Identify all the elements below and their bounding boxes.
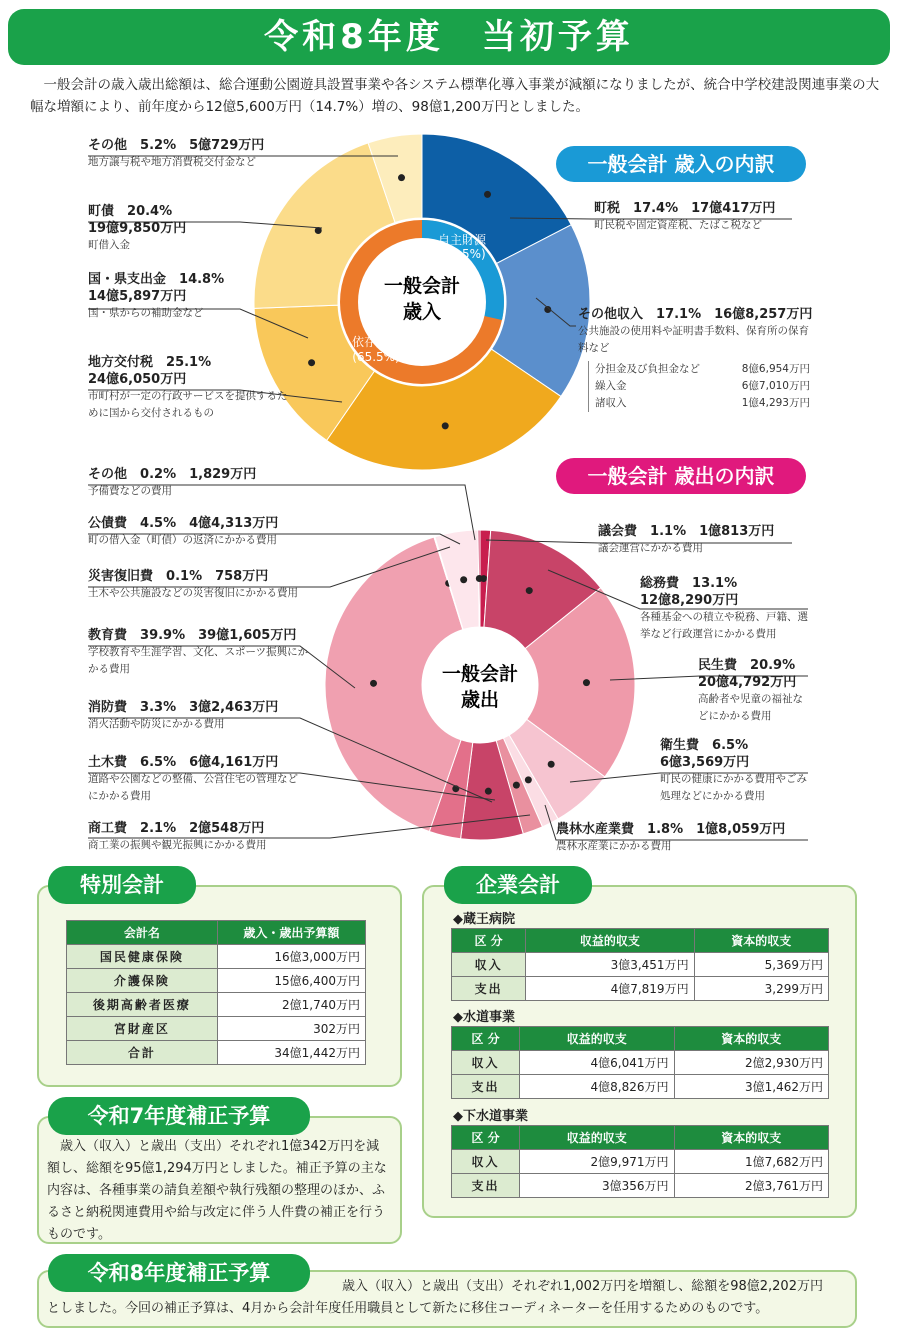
special-header-name: 会計名 [67,921,218,945]
rev-other-breakdown: 分担金及び負担金など 8億6,954万円 繰入金 6億7,010万円 諸収入 1億4,293万円 [588,361,810,412]
table-row: 国民健康保険 16億3,000万円 [67,945,366,969]
exp-label-council: 議会費 1.1% 1億813万円 議会運営にかかる費用 [598,524,775,554]
rev-label-bond: 町債 20.4% 19億9,850万円 町借入金 [88,204,187,251]
special-account-table [66,920,366,1065]
expenditure-title: 一般会計 歳出の内訳 [556,458,806,494]
water-table: 区 分 収益的収支 資本的収支 収入 4億6,041万円 2億2,930万円 支出 4億8,826万円 3億1,462万円 [451,1026,829,1099]
revenue-slice-dot-5 [398,174,405,181]
hospital-table: 区 分 収益的収支 資本的収支 収入 3億3,451万円 5,369万円 支出 4億7,819万円 3,299万円 [451,928,829,1001]
expenditure-slice-dot-3 [548,761,555,768]
expenditure-center-line2: 歳出 [460,689,500,711]
expenditure-center-line1: 一般会計 [441,663,519,685]
table-row: 合計 34億1,442万円 [67,1041,366,1065]
r7-title: 令和7年度補正予算 [48,1097,310,1135]
own-source-label: 自主財源 [437,233,487,247]
table-row: 収入 4億6,041万円 2億2,930万円 [452,1051,829,1075]
exp-label-disaster: 災害復旧費 0.1% 758万円 土木や公共施設などの災害復旧にかかる費用 [88,569,298,599]
revenue-slice-dot-3 [308,359,315,366]
expenditure-slice-dot-8 [370,680,377,687]
r8-title: 令和8年度補正予算 [48,1254,310,1292]
special-header-amount: 歳入・歳出予算額 [217,921,365,945]
exp-label-commerce: 商工費 2.1% 2億548万円 商工業の振興や観光振興にかかる費用 [88,821,267,851]
revenue-center-line2: 歳入 [402,301,442,323]
exp-label-education: 教育費 39.9% 39億1,605万円 学校教育や生涯学習、文化、スポーツ振興にかかる費用 [88,628,309,675]
table-row: 介護保険 15億6,400万円 [67,969,366,993]
revenue-slice-dot-2 [442,422,449,429]
table-row: 支出 3億356万円 2億3,761万円 [452,1174,829,1198]
hospital-heading: ◆蔵王病院 [453,912,515,927]
exp-label-health: 衛生費 6.5% 6億3,569万円 町民の健康にかかる費用やごみ処理などにかかる費用 [660,738,807,802]
own-source-pct: (34.5%) [438,247,486,261]
dependent-source-label: 依存財源 [351,335,401,349]
special-account-title: 特別会計 [48,866,196,904]
table-row: 収入 3億3,451万円 5,369万円 [452,953,829,977]
revenue-slice-dot-0 [484,191,491,198]
exp-label-civil: 土木費 6.5% 6億4,161万円 道路や公園などの整備、公営住宅の管理などにかかる費用 [88,755,298,802]
exp-label-welfare: 民生費 20.9% 20億4,792万円 高齢者や児童の福祉などにかかる費用 [698,658,803,722]
enterprise-account-title: 企業会計 [444,866,592,904]
exp-label-fire: 消防費 3.3% 3億2,463万円 消火活動や防災にかかる費用 [88,700,279,730]
expenditure-slice-dot-1 [526,587,533,594]
rev-label-grant: 地方交付税 25.1% 24億6,050万円 市町村が一定の行政サービスを提供するために国から交付されるもの [88,355,288,419]
expenditure-slice-dot-10 [460,576,467,583]
exp-label-agri: 農林水産業費 1.8% 1億8,059万円 農林水産業にかかる費用 [556,822,786,852]
dependent-source-pct: (65.5%) [352,350,400,364]
table-row: 支出 4億7,819万円 3,299万円 [452,977,829,1001]
table-row: 宮財産区 302万円 [67,1017,366,1041]
table-row: 収入 2億9,971万円 1億7,682万円 [452,1150,829,1174]
rev-label-other: その他 5.2% 5億729万円 地方譲与税や地方消費税交付金など [88,138,265,168]
expenditure-slice-dot-5 [513,782,520,789]
intro-text: 一般会計の歳入歳出総額は、総合運動公園遊具設置事業や各システム標準化導入事業が減額になりましたが、統合中学校建設関連事業の大幅な増額により、前年度から12億5,600万円（14.7%）増の、98億1,200万円としました。 [30,77,880,115]
exp-label-general: 総務費 13.1% 12億8,290万円 各種基金への積立や税務、戸籍、選挙など行政運営にかかる費用 [640,576,808,640]
rev-label-tax: 町税 17.4% 17億417万円 町民税や固定資産税、たばこ税など [594,201,776,231]
expenditure-slice-dot-6 [485,788,492,795]
expenditure-slice-dot-4 [525,776,532,783]
water-heading: ◆水道事業 [453,1010,515,1025]
expenditure-slice-dot-2 [583,679,590,686]
table-row: 支出 4億8,826万円 3億1,462万円 [452,1075,829,1099]
rev-label-other-income: その他収入 17.1% 16億8,257万円 公共施設の使用料や証明書手数料、保育所の保育料など [578,307,813,354]
r7-text: 歳入（収入）と歳出（支出）それぞれ1億342万円を減額し、総額を95億1,294万円としました。補正予算の主な内容は、各種事業の請負差額や執行残額の整理のほか、ふるさと納税関連費用や給与改定に伴う人件費の補正を行うものです。 [47,1139,387,1242]
sewer-heading: ◆下水道事業 [453,1109,528,1124]
sewer-table: 区 分 収益的収支 資本的収支 収入 2億9,971万円 1億7,682万円 支出 3億356万円 2億3,761万円 [451,1125,829,1198]
table-row: 後期高齢者医療 2億1,740万円 [67,993,366,1017]
r8-text-line1: 歳入（収入）と歳出（支出）それぞれ1,002万円を増額し、総額を98億2,202万円 [342,1279,823,1294]
exp-label-other: その他 0.2% 1,829万円 予備費などの費用 [88,467,257,497]
expenditure-center [422,627,538,743]
exp-label-debt: 公債費 4.5% 4億4,313万円 町の借入金（町債）の返済にかかる費用 [88,516,279,546]
revenue-center-line1: 一般会計 [383,275,461,297]
expenditure-slice-dot-11 [476,575,483,582]
r8-text-line2: としました。今回の補正予算は、4月から会計年度任用職員として新たに移住コーディネーターを任用するためのものです。 [47,1301,769,1316]
revenue-title: 一般会計 歳入の内訳 [556,146,806,182]
rev-label-subsidy: 国・県支出金 14.8% 14億5,897万円 国・県からの補助金など [88,272,225,319]
page-title: 令和8年度 当初予算 [8,9,890,65]
